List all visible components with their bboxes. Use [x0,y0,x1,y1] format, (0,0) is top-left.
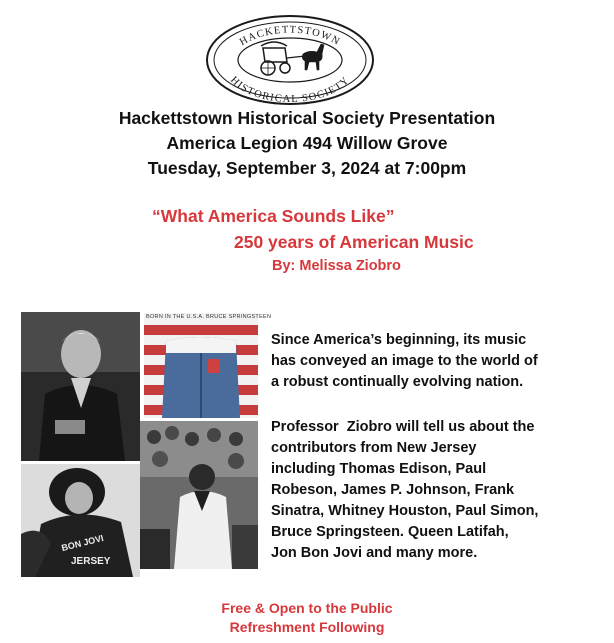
details-line: Professor Ziobro will tell us about the [271,419,535,435]
intro-paragraph [271,330,538,393]
details-line: Sinatra, Whitney Houston, Paul Simon, [271,503,539,519]
talk-speaker: By: Melissa Ziobro [272,258,401,274]
edison-photo [21,312,140,461]
performer-photo [140,421,258,569]
event-header [0,106,614,181]
jacket-text-2: JERSEY [71,556,111,567]
talk-title: “What America Sounds Like” [152,206,395,226]
details-line: Bruce Springsteen. Queen Latifah, [271,524,509,540]
logo-text-top: HACKETTSTOWN [237,24,343,49]
talk-subtitle: 250 years of American Music [234,232,474,252]
jacket-text-1: BON JOVI [60,532,105,554]
intro-line: has conveyed an image to the world of [271,353,538,369]
details-paragraph [271,417,538,564]
refreshment-note: Refreshment Following [229,619,385,635]
event-datetime: Tuesday, September 3, 2024 at 7:00pm [147,158,467,178]
details-line: contributors from New Jersey [271,440,477,456]
intro-line: Since America’s beginning, its music [271,332,527,348]
bon-jovi-photo [21,464,140,577]
event-title: Hackettstown Historical Society Presentation [118,108,496,128]
details-line: Jon Bon Jovi and many more. [271,545,478,561]
society-logo [205,14,375,106]
born-in-the-usa-album-photo [144,313,272,418]
event-footer [0,599,614,637]
logo-text-bottom: HISTORICAL SOCIETY [227,74,353,106]
event-location: America Legion 494 Willow Grove [166,133,448,153]
intro-line: a robust continually evolving nation. [271,374,524,390]
logo-emblem [205,14,375,106]
details-line: including Thomas Edison, Paul [271,461,487,477]
admission-note: Free & Open to the Public [221,600,393,616]
details-line: Robeson, James P. Johnson, Frank [271,482,515,498]
album-cover-text: BORN IN THE U.S.A. BRUCE SPRINGSTEEN [146,314,272,320]
